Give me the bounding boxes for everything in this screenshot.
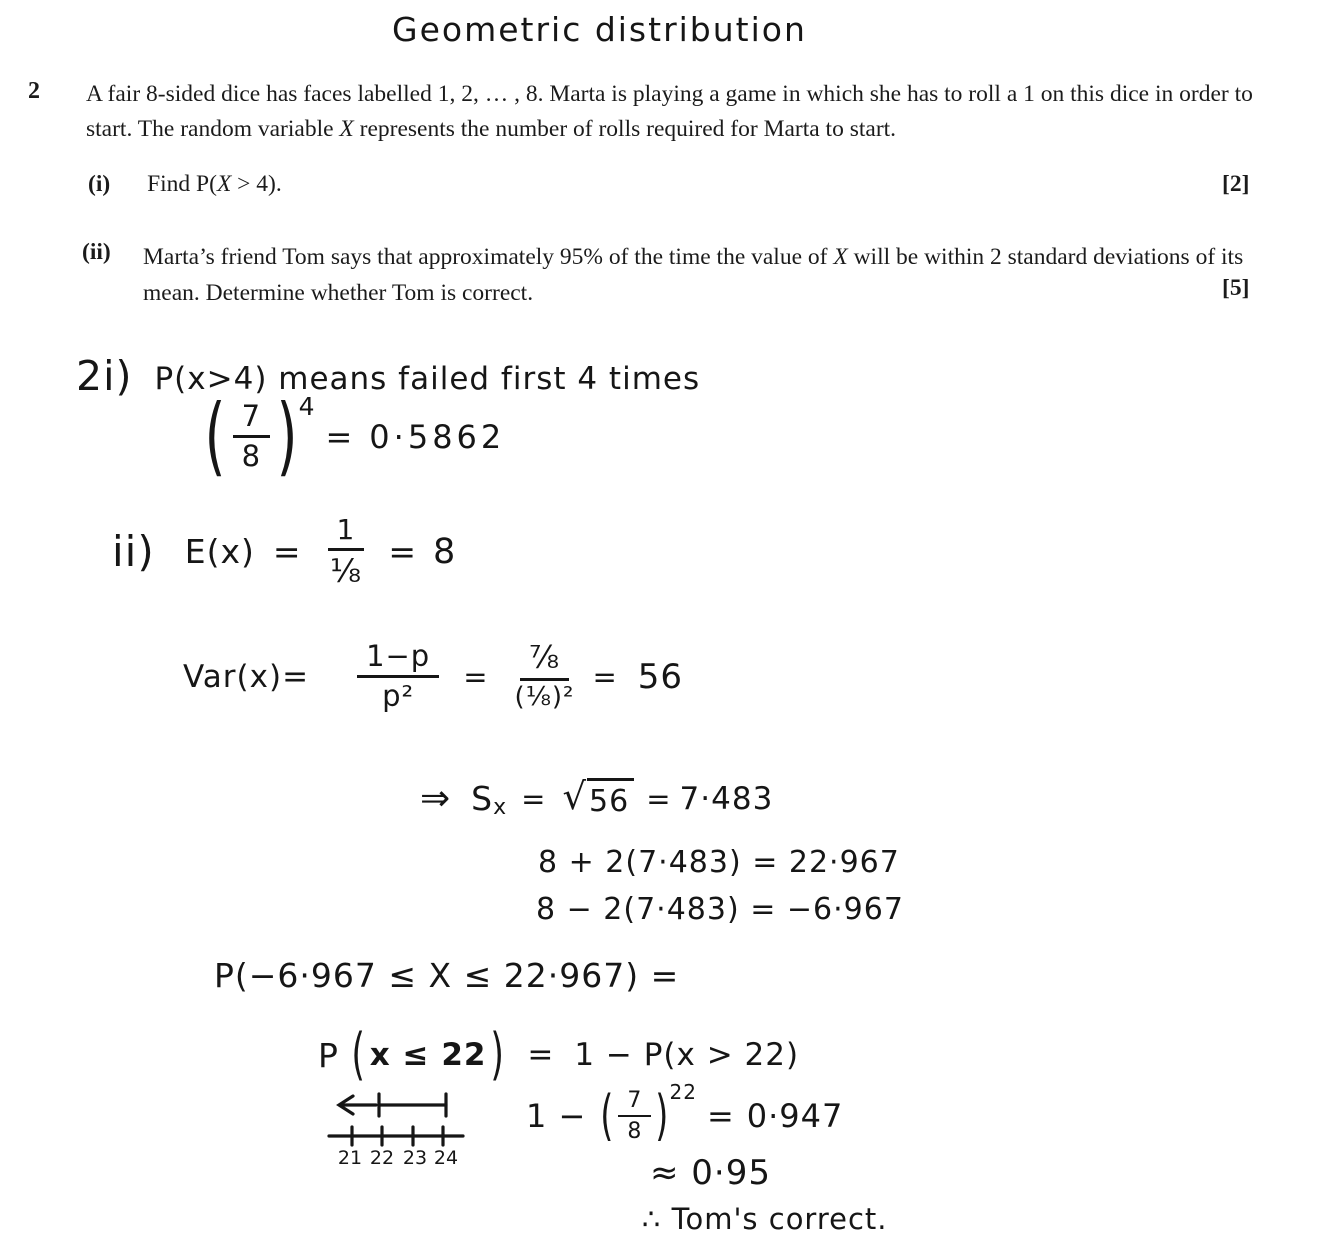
part-i bbox=[88, 171, 282, 198]
step-9-inner: x ≤ 22 bbox=[369, 1037, 487, 1074]
probability-symbol: P bbox=[318, 1035, 339, 1075]
solution-step-7: 8 − 2(7·483) = −6·967 bbox=[536, 892, 904, 927]
step-2-result: 0·5862 bbox=[369, 417, 506, 456]
question-intro bbox=[86, 77, 1266, 147]
part-i-marks: [2] bbox=[1222, 171, 1250, 197]
fraction-one-over-eighth bbox=[328, 514, 365, 590]
equals-sign: = bbox=[592, 659, 618, 694]
step-5-result: 7·483 bbox=[679, 780, 774, 817]
fraction-seven-eighths bbox=[233, 400, 270, 474]
solution-step-6: 8 + 2(7·483) = 22·967 bbox=[538, 845, 900, 880]
equals-sign: = bbox=[463, 659, 489, 694]
exponent-4: 4 bbox=[298, 392, 316, 422]
open-paren: ( bbox=[351, 1022, 366, 1087]
part-ii-label: (ii) bbox=[82, 239, 111, 265]
fraction-1-minus-p-over-p-squared bbox=[357, 640, 439, 714]
fraction-denominator: ⅛ bbox=[329, 552, 362, 591]
fraction-numerator: 7 bbox=[233, 400, 270, 438]
open-paren: ( bbox=[600, 1084, 615, 1147]
page-title: Geometric distribution bbox=[392, 10, 807, 49]
solution-step-11: ≈ 0·95 bbox=[650, 1153, 771, 1193]
step-10-result: 0·947 bbox=[746, 1097, 844, 1136]
equals-sign: = bbox=[388, 532, 418, 572]
solution-step-4 bbox=[183, 640, 683, 714]
close-paren: ) bbox=[655, 1084, 670, 1147]
equals-sign: = bbox=[527, 1037, 555, 1074]
solution-step-2 bbox=[198, 386, 506, 486]
solution-step-5 bbox=[420, 775, 774, 820]
fraction-denominator: p² bbox=[382, 679, 415, 714]
fraction-numerator: 1−p bbox=[357, 640, 439, 678]
part-i-variable: X bbox=[216, 171, 232, 197]
step-9-rhs: 1 − P(x > 22) bbox=[574, 1037, 800, 1074]
equals-sign: = bbox=[325, 417, 354, 456]
number-line-diagram bbox=[325, 1086, 470, 1170]
step-3-result: 8 bbox=[433, 531, 457, 572]
question-number: 2 bbox=[28, 78, 40, 104]
fraction-seven-eighths-over-eighth-squared bbox=[515, 641, 575, 714]
fraction-seven-eighths bbox=[618, 1088, 651, 1145]
equals-sign: = bbox=[706, 1097, 735, 1136]
step-10-pre: 1 − bbox=[526, 1097, 587, 1136]
exponent-22: 22 bbox=[669, 1080, 697, 1105]
part-i-text-post: > 4). bbox=[231, 171, 282, 197]
part-i-label: (i) bbox=[88, 171, 111, 197]
sd-subscript: x bbox=[493, 795, 508, 820]
equals-sign: = bbox=[272, 532, 302, 572]
solution-step-9 bbox=[318, 1022, 800, 1087]
open-paren: ( bbox=[204, 386, 226, 486]
solution-step-8: P(−6·967 ≤ X ≤ 22·967) = bbox=[214, 956, 680, 995]
axis-label-24: 24 bbox=[433, 1147, 459, 1169]
fraction-denominator: 8 bbox=[627, 1119, 643, 1145]
sqrt-56 bbox=[562, 775, 634, 819]
axis-label-23: 23 bbox=[402, 1147, 428, 1169]
fraction-numerator: ⅞ bbox=[520, 641, 569, 682]
solution-step-3 bbox=[112, 514, 456, 590]
expectation-lhs: E(x) bbox=[184, 532, 255, 572]
step-1-label: 2i) bbox=[76, 352, 133, 400]
part-i-text-pre: Find P( bbox=[147, 171, 217, 197]
part-ii-marks: [5] bbox=[1222, 275, 1250, 301]
radical-sign: √ bbox=[562, 775, 588, 818]
variance-lhs: Var(x)= bbox=[183, 658, 310, 695]
solution-step-1 bbox=[76, 352, 700, 400]
equals-sign: = bbox=[646, 781, 672, 816]
fraction-denominator: 8 bbox=[241, 439, 262, 474]
part-i-text bbox=[147, 171, 282, 197]
close-paren: ) bbox=[490, 1022, 505, 1087]
part-ii-text-pre: Marta’s friend Tom says that approximately 95% of the time the value of bbox=[143, 244, 834, 270]
axis-label-22: 22 bbox=[369, 1147, 395, 1169]
axis-label-21: 21 bbox=[337, 1147, 363, 1169]
solution-step-10 bbox=[526, 1080, 844, 1147]
equals-sign: = bbox=[521, 781, 547, 816]
step-4-result: 56 bbox=[637, 656, 684, 697]
fraction-numerator: 1 bbox=[328, 514, 365, 551]
intro-text-2: represents the number of rolls required for Marta to start. bbox=[353, 116, 897, 142]
sd-symbol: S bbox=[471, 779, 494, 818]
intro-text-1: A fair 8-sided dice has faces labelled 1, 2, … , 8. Marta is playing a game in which she has to roll a 1 on this dice in order to start. The random variable bbox=[86, 81, 1253, 142]
radicand: 56 bbox=[587, 778, 634, 819]
fraction-numerator: 7 bbox=[618, 1088, 651, 1117]
close-paren: ) bbox=[276, 386, 299, 486]
implies-arrow: ⇒ bbox=[420, 778, 452, 819]
step-3-label: ii) bbox=[112, 527, 155, 577]
part-ii-text-post: will be within 2 standard deviations of its mean. Determine whether Tom is correct. bbox=[143, 244, 1244, 306]
part-ii-text bbox=[143, 239, 1265, 311]
fraction-denominator: (⅛)² bbox=[514, 682, 575, 713]
solution-step-12: ∴ Tom's correct. bbox=[642, 1202, 888, 1236]
step-1-text: P(x>4) means failed first 4 times bbox=[154, 360, 701, 397]
part-ii-variable: X bbox=[833, 244, 848, 270]
intro-variable: X bbox=[339, 116, 354, 142]
